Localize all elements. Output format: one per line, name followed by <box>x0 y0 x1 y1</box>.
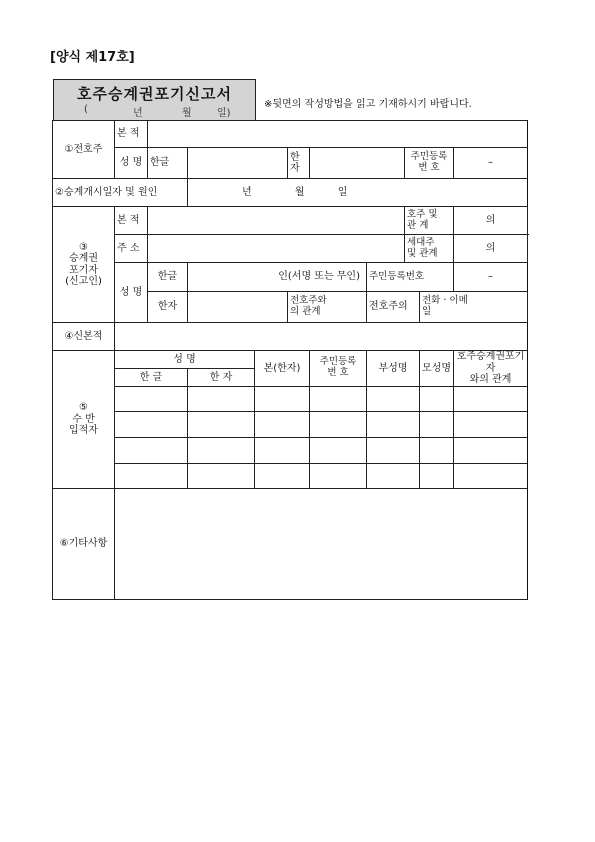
sec3-hangul-label: 한글 <box>148 263 188 292</box>
sec1-hanja-label: 한자 <box>288 148 310 179</box>
sec5-row3-rel[interactable] <box>454 437 528 463</box>
sec3-phone-label-1: 전화 · 이메 <box>422 295 468 307</box>
sec5-bon-header: 본(한자) <box>255 351 310 387</box>
form-number: [양식 제17호] <box>50 50 135 65</box>
sec6-field[interactable] <box>115 488 528 599</box>
sec2-date-field[interactable] <box>188 179 528 207</box>
sec3-address-label: 주 소 <box>115 235 148 263</box>
sec5-row2-bon[interactable] <box>255 411 310 437</box>
sec5-row1-hangul[interactable] <box>115 386 188 411</box>
page-title: 호주승계권포기신고서 <box>77 85 232 103</box>
sec3-head-rel-label-2: 관 계 <box>407 219 429 231</box>
sec2-day: 일 <box>337 186 348 198</box>
sec3-household-field[interactable]: 의 <box>454 235 528 263</box>
title-date-day: 일) <box>217 108 231 119</box>
title-date-year: 년 <box>133 108 143 119</box>
sec5-name-header: 성 명 <box>115 351 255 369</box>
sec1-name-label: 성 명 <box>115 148 148 179</box>
sec2-year: 년 <box>242 186 252 198</box>
sec5-id-header-1: 주민등록 <box>319 356 357 368</box>
sec5-label-num: ⑤ <box>79 402 88 413</box>
title-box <box>53 79 256 120</box>
sec3-head-rel-label <box>405 207 454 235</box>
sec4-field[interactable] <box>115 323 528 351</box>
sec5-row4-bon[interactable] <box>255 463 310 488</box>
sec5-row3-bon[interactable] <box>255 437 310 463</box>
sec3-prev-rel-label-1: 전호주와 <box>290 295 327 307</box>
sec3-household-label <box>405 235 454 263</box>
sec5-rel-header <box>454 351 528 387</box>
sec5-mother-header: 모성명 <box>420 351 454 387</box>
sec5-row1-hanja[interactable] <box>188 386 255 411</box>
sec6-label: ⑥기타사항 <box>53 488 115 599</box>
sec5-id-header <box>310 351 367 387</box>
sec5-hangul-header: 한 글 <box>115 369 188 386</box>
sec5-hanja-header: 한 자 <box>188 369 255 386</box>
sec3-label-3: (신고인) <box>65 276 102 287</box>
sec3-label-2: 포기자 <box>69 264 98 276</box>
sec1-hangul-field[interactable] <box>188 148 288 179</box>
sec5-rel-header-2: 와의 관계 <box>469 374 512 385</box>
sec2-label: ②승계개시일자 및 원인 <box>53 179 188 207</box>
sec3-label-1: 승계권 <box>69 253 98 264</box>
sec5-label-1: 수 반 <box>72 413 95 425</box>
sec5-row4-father[interactable] <box>367 463 420 488</box>
title-date-open: ( <box>84 104 88 115</box>
sec5-row2-rel[interactable] <box>454 411 528 437</box>
sec5-row4-hanja[interactable] <box>188 463 255 488</box>
title-date-month: 월 <box>182 108 192 119</box>
sec3-address-field[interactable] <box>148 235 405 263</box>
sec3-phone-label <box>420 292 528 323</box>
sec5-row2-mother[interactable] <box>420 411 454 437</box>
sec5-rel-header-1: 호주승계권포기자 <box>456 351 525 374</box>
sec5-row1-father[interactable] <box>367 386 420 411</box>
sec1-label: ①전호주 <box>53 121 115 179</box>
sec3-head-rel-label-1: 호주 및 <box>407 208 438 220</box>
sec5-row4-id[interactable] <box>310 463 367 488</box>
sec5-row2-hangul[interactable] <box>115 411 188 437</box>
sec5-label <box>53 351 115 489</box>
sec5-row3-hangul[interactable] <box>115 437 188 463</box>
report-form-table <box>52 120 528 600</box>
sec1-hangul-label: 한글 <box>148 148 188 179</box>
sec5-row2-father[interactable] <box>367 411 420 437</box>
instruction-note: ※뒷면의 작성방법을 읽고 기재하시기 바랍니다. <box>264 99 472 110</box>
sec5-row1-id[interactable] <box>310 386 367 411</box>
sec5-label-2: 입적자 <box>69 425 98 436</box>
sec3-name-label: 성 명 <box>115 263 148 323</box>
sec3-hanja-field[interactable] <box>188 292 288 323</box>
sec3-household-label-2: 및 관계 <box>407 247 438 259</box>
sec1-hanja-field[interactable] <box>310 148 405 179</box>
sec3-hanja-label: 한자 <box>148 292 188 323</box>
sec5-row1-rel[interactable] <box>454 386 528 411</box>
sec3-prev-head-field[interactable]: 전호주의 <box>367 292 420 323</box>
sec1-bonjeok-field[interactable] <box>148 121 528 148</box>
sec1-id-field[interactable]: – <box>454 148 528 179</box>
sec3-label <box>53 207 115 323</box>
sec5-row4-rel[interactable] <box>454 463 528 488</box>
sec5-row1-mother[interactable] <box>420 386 454 411</box>
sec2-month: 월 <box>294 186 305 198</box>
sec5-id-header-2: 번 호 <box>327 367 349 379</box>
sec5-row3-hanja[interactable] <box>188 437 255 463</box>
sec5-row3-mother[interactable] <box>420 437 454 463</box>
sec5-row4-hangul[interactable] <box>115 463 188 488</box>
sec3-id-label: 주민등록번호 <box>367 263 454 292</box>
sec1-id-label-2: 번 호 <box>418 162 440 173</box>
sec3-prev-rel-label-2: 의 관계 <box>290 306 321 317</box>
sec1-id-label <box>405 148 454 179</box>
sec5-row1-bon[interactable] <box>255 386 310 411</box>
sec3-bonjeok-field[interactable] <box>148 207 405 235</box>
sec4-label: ④신본적 <box>53 323 115 351</box>
sec3-prev-rel-label <box>288 292 367 323</box>
sec1-id-label-1: 주민등록 <box>410 151 448 163</box>
sec5-father-header: 부성명 <box>367 351 420 387</box>
sec3-hangul-field[interactable]: 인(서명 또는 무인) <box>188 263 367 292</box>
sec5-row2-hanja[interactable] <box>188 411 255 437</box>
sec3-label-num: ③ <box>79 241 88 253</box>
sec5-row3-id[interactable] <box>310 437 367 463</box>
sec5-row4-mother[interactable] <box>420 463 454 488</box>
sec3-id-field[interactable]: – <box>454 263 528 292</box>
sec3-head-rel-field[interactable]: 의 <box>454 207 528 235</box>
sec3-bonjeok-label: 본 적 <box>115 207 148 235</box>
sec1-bonjeok-label: 본 적 <box>115 121 148 148</box>
sec3-phone-label-2: 일 <box>422 306 432 317</box>
sec5-row2-id[interactable] <box>310 411 367 437</box>
sec5-row3-father[interactable] <box>367 437 420 463</box>
sec3-household-label-1: 세대주 <box>407 236 435 248</box>
